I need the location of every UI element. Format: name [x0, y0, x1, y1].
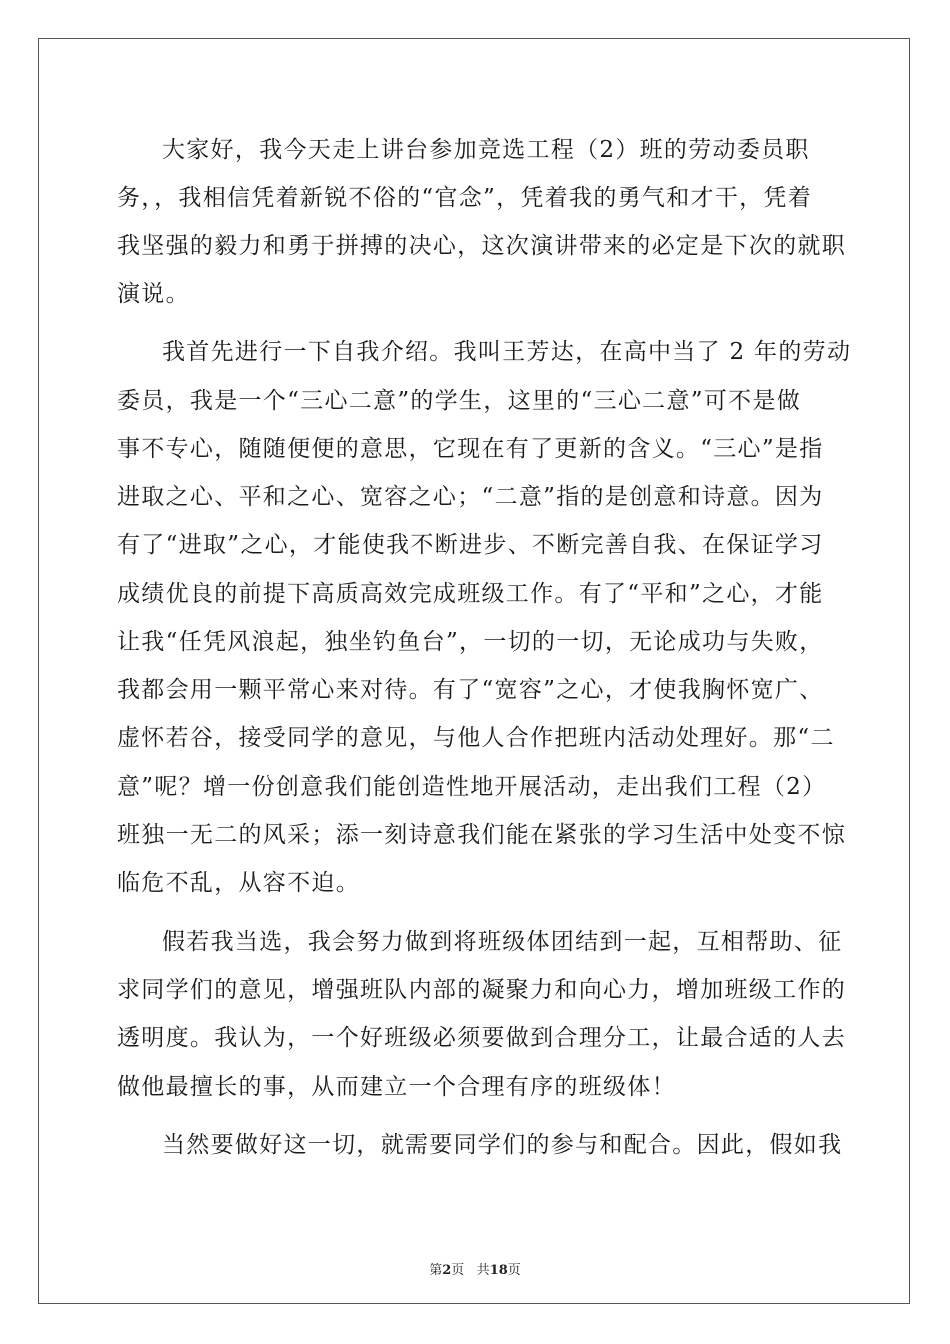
paragraph-3-line-4: 做他最擅长的事，从而建立一个合理有序的班级体！: [117, 1074, 676, 1100]
page-footer: [0, 1262, 950, 1280]
paragraph-2-line-8: 我都会用一颗平常心来对待。有了“宽容”之心，才使我胸怀宽广、: [117, 677, 824, 703]
paragraph-2-line-7: 让我“任凭风浪起，独坐钓鱼台”，一切的一切，无论成功与失败，: [117, 629, 824, 655]
paragraph-2-line-9: 虚怀若谷，接受同学的意见，与他人合作把班内活动处理好。那“二: [117, 725, 835, 751]
paragraph-3-line-2: 求同学们的意见，增强班队内部的凝聚力和向心力，增加班级工作的: [117, 977, 846, 1003]
total-prefix: 共: [476, 1263, 490, 1278]
paragraph-1-line-2: 务，，我相信凭着新锐不俗的“官念”，凭着我的勇气和才干，凭着: [117, 185, 813, 211]
paragraph-2-line-2: 委员，我是一个“三心二意”的学生，这里的“三心二意”可不是做: [117, 388, 802, 414]
page-prefix: 第: [429, 1263, 443, 1278]
paragraph-2-line-3: 事不专心，随随便便的意思，它现在有了更新的含义。“三心”是指: [117, 436, 824, 462]
paragraph-3-line-1: 假若我当选，我会努力做到将班级体团结到一起，互相帮助、征: [162, 929, 843, 955]
paragraph-2-line-11: 班独一无二的风采；添一刻诗意我们能在紧张的学习生活中处变不惊: [117, 822, 846, 848]
paragraph-1-line-1: 大家好，我今天走上讲台参加竞选工程（2）班的劳动委员职: [162, 137, 810, 163]
paragraph-1-line-4: 演说。: [117, 281, 190, 307]
paragraph-4-line-1: 当然要做好这一切，就需要同学们的参与和配合。因此，假如我: [162, 1132, 843, 1158]
paragraph-2-line-1: 我首先进行一下自我介绍。我叫王芳达，在高中当了 2 年的劳动: [162, 339, 852, 365]
total-suffix: 页: [507, 1263, 521, 1278]
total-pages: 18: [489, 1263, 508, 1278]
paragraph-3-line-3: 透明度。我认为，一个好班级必须要做到合理分工，让最合适的人去: [117, 1025, 846, 1051]
page-suffix: 页: [451, 1263, 465, 1278]
paragraph-2-line-5: 有了“进取”之心，才能使我不断进步、不断完善自我、在保证学习: [117, 532, 824, 558]
page-number: 2: [442, 1263, 452, 1278]
paragraph-2-line-4: 进取之心、平和之心、宽容之心；“二意”指的是创意和诗意。因为: [117, 484, 824, 510]
paragraph-1-line-3: 我坚强的毅力和勇于拼搏的决心，这次演讲带来的必定是下次的就职: [117, 233, 846, 259]
paragraph-2-line-10: 意”呢？增一份创意我们能创造性地开展活动，走出我们工程（2）: [117, 774, 827, 800]
paragraph-2-line-12: 临危不乱，从容不迫。: [117, 870, 360, 896]
paragraph-2-line-6: 成绩优良的前提下高质高效完成班级工作。有了“平和”之心，才能: [117, 581, 824, 607]
